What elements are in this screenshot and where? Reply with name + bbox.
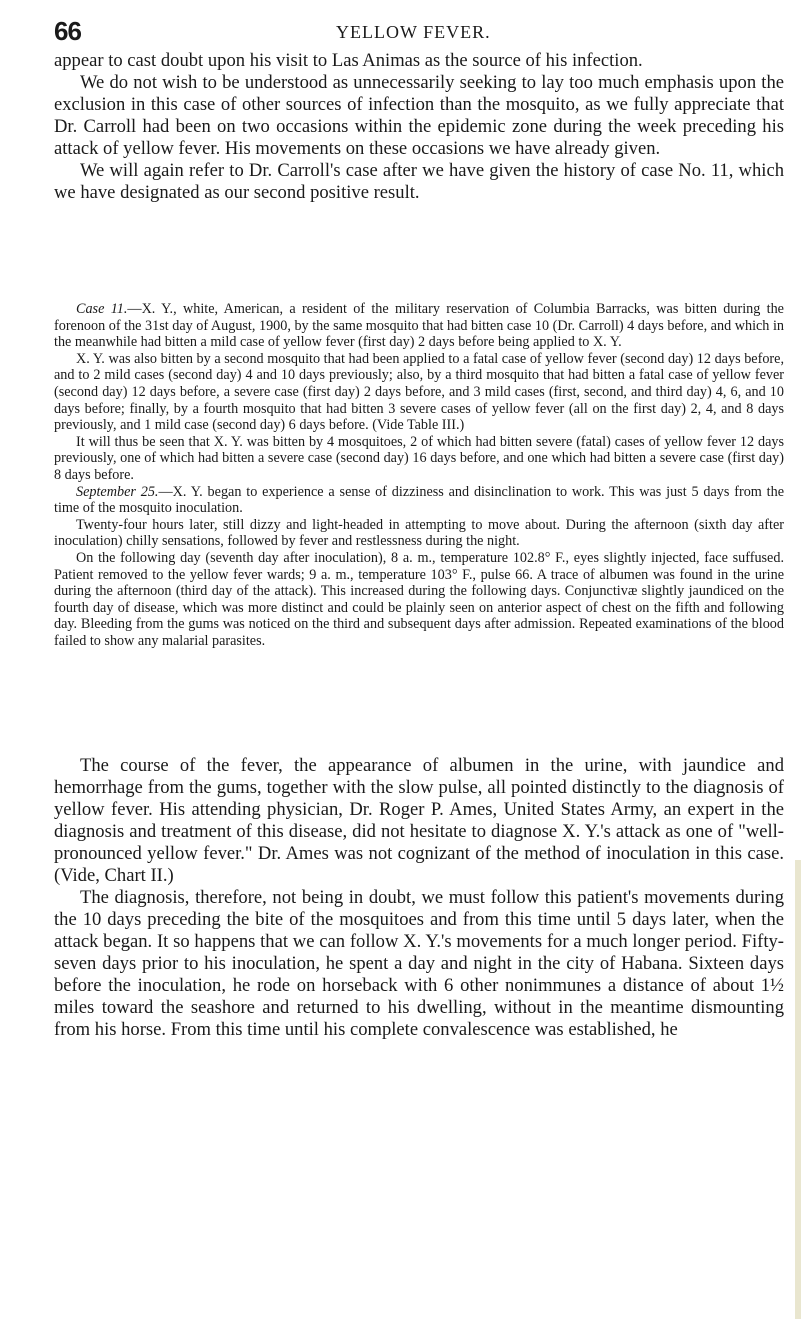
case-paragraph [54,301,784,351]
case-paragraph [54,484,784,517]
paragraph: We will again refer to Dr. Carroll's case after we have given the history of case No. 11, which we have designated as our second positive result. [54,160,784,203]
case-paragraph: X. Y. was also bitten by a second mosquito that had been applied to a fatal case of yellow fever (second day) 12 days before, and to 2 mild cases (second day) 4 and 10 days previously; also, by a third mosquito that had bitten a fatal case of yellow fever (second day) 12 days before, a severe case (first day) 2 days before, and 3 mild cases (first, second, and third day) 4, 6, and 10 days before; finally, by a fourth mosquito that had bitten 3 severe cases of yellow fever (all on the first day) 2, 4, and 8 days previously, and 1 mild case (second day) 6 days before. (Vide Table III.) [54,350,784,434]
date-label: September 25. [76,483,159,500]
case-paragraph: It will thus be seen that X. Y. was bitten by 4 mosquitoes, 2 of which had bitten severe (fatal) cases of yellow fever 12 days previously, one of which had bitten a severe case (second day) 16 days before, and one which had bitten a severe case (first day) 8 days before. [54,433,784,483]
case-paragraph: Twenty-four hours later, still dizzy and light-headed in attempting to move about. During the afternoon (sixth day after inoculation) chilly sensations, followed by fever and restlessness during the night. [54,516,784,550]
paragraph: The course of the fever, the appearance of albumen in the urine, with jaundice and hemorrhage from the gums, together with the slow pulse, all pointed distinctly to the diagnosis of yellow fever. His attending physician, Dr. Roger P. Ames, United States Army, an expert in the diagnosis and treatment of this disease, did not hesitate to diagnose X. Y.'s attack as one of "well-pronounced yellow fever." Dr. Ames was not cognizant of the method of inoculation in this case. (Vide, Chart II.) [54,755,784,886]
conclusion-section [54,755,784,1041]
paragraph: The diagnosis, therefore, not being in doubt, we must follow this patient's movements during the 10 days preceding the bite of the mosquitoes and from this time until 5 days later, when the attack began. It so happens that we can follow X. Y.'s movements for a much longer period. Fifty-seven days prior to his inoculation, he spent a day and night in the city of Habana. Sixteen days before the inoculation, he rode on horseback with 6 other nonimmunes a distance of about 1½ miles toward the seashore and returned to his dwelling, without in the meantime dismounting from his horse. From this time until his complete convalescence was established, he [54,887,784,1040]
case-text: —X. Y., white, American, a resident of the military reservation of Columbia Barracks, was bitten during the forenoon of the 31st day of August, 1900, by the same mosquito that had bitten case 10 (Dr. Carroll) 4 days before, and which in the meanwhile had bitten a mild case of yellow fever (first day) 2 days before being applied to X. Y. [54,301,784,351]
paragraph: We do not wish to be understood as unnecessarily seeking to lay too much emphasis upon the exclusion in this case of other sources of infection than the mosquito, as we fully appreciate that Dr. Carroll had been on two occasions within the epidemic zone during the week preceding his attack of yellow fever. His movements on these occasions we have already given. [54,72,784,159]
date-text: —X. Y. began to experience a sense of dizziness and disinclination to work. This was just 5 days from the time of the mosquito inoculation. [54,483,785,517]
running-head: YELLOW FEVER. [336,22,491,42]
page-edge-shadow [795,860,801,1319]
page-header [54,16,781,46]
case-label: Case 11. [76,301,128,317]
intro-section [54,50,784,204]
page-number: 66 [54,16,81,46]
paragraph: appear to cast doubt upon his visit to Las Animas as the source of his infection. [54,50,643,71]
case-report-section [54,301,784,649]
case-paragraph: On the following day (seventh day after inoculation), 8 a. m., temperature 102.8° F., eyes slightly injected, face suffused. Patient removed to the yellow fever wards; 9 a. m., temperature 103° F., pulse 66. A trace of albumen was found in the urine during the afternoon (third day of the attack). This increased during the following days. Conjunctivæ slightly jaundiced on the fourth day of disease, which was more distinct and could be plainly seen on anterior aspect of chest on the fifth and following day. Bleeding from the gums was noticed on the third and subsequent days after admission. Repeated examinations of the blood failed to show any malarial parasites. [54,549,784,649]
